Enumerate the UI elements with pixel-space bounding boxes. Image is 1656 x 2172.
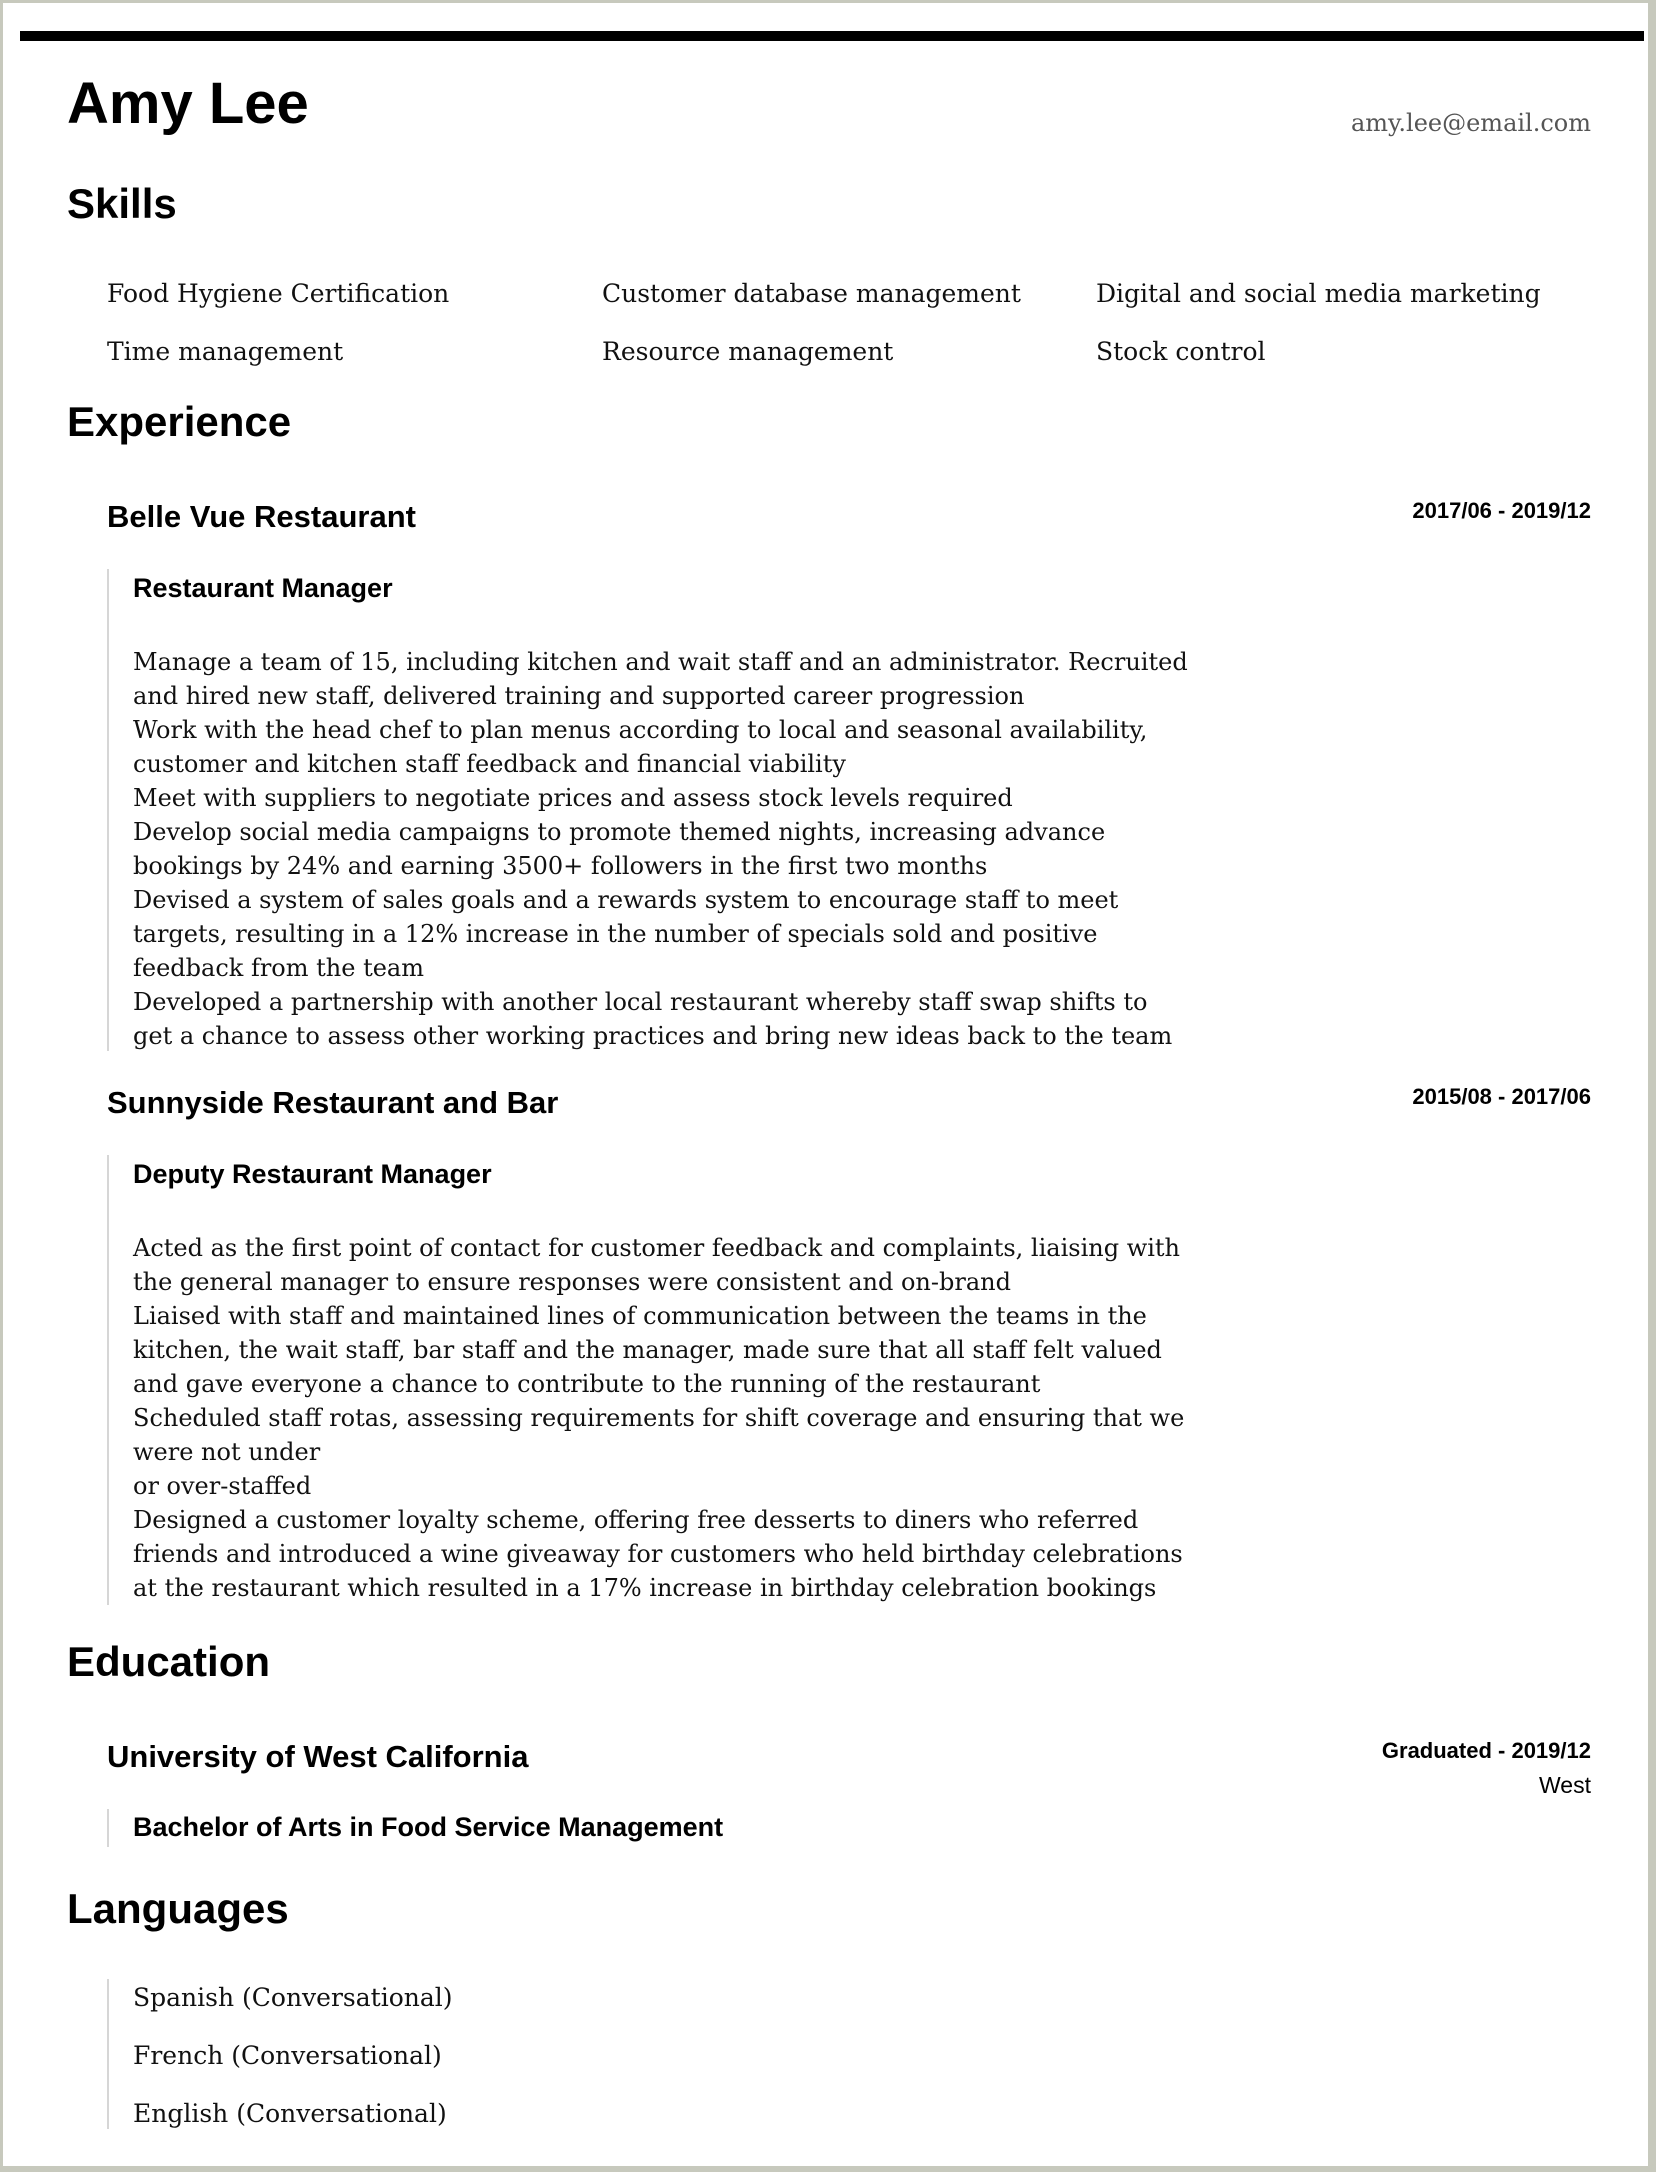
description-line: Developed a partnership with another local restaurant whereby staff swap shifts to bbox=[133, 988, 1148, 1016]
job-company: Sunnyside Restaurant and Bar bbox=[107, 1085, 559, 1120]
job-description bbox=[133, 645, 1188, 1053]
job-company: Belle Vue Restaurant bbox=[107, 499, 416, 534]
resume-page bbox=[3, 3, 1648, 2166]
description-line: get a chance to assess other working practices and bring new ideas back to the team bbox=[133, 1022, 1173, 1050]
education-degree: Bachelor of Arts in Food Service Management bbox=[133, 1812, 724, 1842]
education-heading: Education bbox=[67, 1638, 271, 1685]
description-line: Meet with suppliers to negotiate prices and assess stock levels required bbox=[133, 784, 1013, 812]
job-role: Deputy Restaurant Manager bbox=[133, 1159, 492, 1189]
description-line: Devised a system of sales goals and a rewards system to encourage staff to meet bbox=[133, 886, 1119, 914]
description-line: friends and introduced a wine giveaway for customers who held birthday celebrations bbox=[133, 1540, 1183, 1568]
skill-item: Resource management bbox=[602, 337, 894, 366]
description-line: and gave everyone a chance to contribute to the running of the restaurant bbox=[133, 1370, 1041, 1398]
job-divider bbox=[107, 1155, 109, 1605]
education-divider bbox=[107, 1809, 109, 1847]
skills-heading: Skills bbox=[67, 180, 177, 227]
education-graduated: Graduated - 2019/12 bbox=[1381, 1738, 1591, 1763]
email-link[interactable]: amy.lee@email.com bbox=[1350, 109, 1591, 137]
skill-item: Stock control bbox=[1096, 337, 1266, 366]
description-line: Scheduled staff rotas, assessing requirements for shift coverage and ensuring that we bbox=[133, 1404, 1185, 1432]
skill-item: Food Hygiene Certification bbox=[107, 279, 450, 308]
description-line: customer and kitchen staff feedback and financial viability bbox=[133, 750, 846, 778]
experience-heading: Experience bbox=[67, 398, 292, 445]
description-line: targets, resulting in a 12% increase in the number of specials sold and positive bbox=[133, 920, 1098, 948]
description-line: were not under bbox=[133, 1438, 321, 1466]
description-line: bookings by 24% and earning 3500+ followers in the first two months bbox=[133, 852, 988, 880]
description-line: Manage a team of 15, including kitchen and wait staff and an administrator. Recruited bbox=[133, 648, 1188, 676]
skill-item: Digital and social media marketing bbox=[1096, 279, 1541, 308]
description-line: kitchen, the wait staff, bar staff and the manager, made sure that all staff felt valued bbox=[133, 1336, 1162, 1364]
language-item: French (Conversational) bbox=[133, 2041, 442, 2070]
description-line: and hired new staff, delivered training and supported career progression bbox=[133, 682, 1025, 710]
description-line: the general manager to ensure responses were consistent and on-brand bbox=[133, 1268, 1011, 1296]
description-line: Develop social media campaigns to promote themed nights, increasing advance bbox=[133, 818, 1106, 846]
description-line: at the restaurant which resulted in a 17% increase in birthday celebration bookings bbox=[133, 1574, 1157, 1602]
languages-divider bbox=[107, 1979, 109, 2129]
description-line: Designed a customer loyalty scheme, offering free desserts to diners who referred bbox=[133, 1506, 1139, 1534]
job-dates: 2017/06 - 2019/12 bbox=[1412, 498, 1591, 523]
language-item: English (Conversational) bbox=[133, 2099, 447, 2128]
description-line: feedback from the team bbox=[133, 954, 424, 982]
job-dates: 2015/08 - 2017/06 bbox=[1412, 1084, 1591, 1109]
education-school: University of West California bbox=[107, 1739, 529, 1774]
skill-item: Time management bbox=[107, 337, 344, 366]
top-rule bbox=[20, 31, 1644, 41]
job-role: Restaurant Manager bbox=[133, 573, 393, 603]
description-line: Acted as the first point of contact for customer feedback and complaints, liaising with bbox=[133, 1234, 1181, 1262]
job-description bbox=[133, 1231, 1185, 1605]
languages-heading: Languages bbox=[67, 1885, 289, 1932]
description-line: Work with the head chef to plan menus according to local and seasonal availability, bbox=[133, 716, 1148, 744]
skill-item: Customer database management bbox=[602, 279, 1021, 308]
description-line: or over-staffed bbox=[133, 1472, 312, 1500]
job-divider bbox=[107, 569, 109, 1051]
description-line: Liaised with staff and maintained lines of communication between the teams in the bbox=[133, 1302, 1147, 1330]
candidate-name: Amy Lee bbox=[67, 71, 309, 136]
education-location: West bbox=[1539, 1772, 1591, 1798]
language-item: Spanish (Conversational) bbox=[133, 1983, 453, 2012]
